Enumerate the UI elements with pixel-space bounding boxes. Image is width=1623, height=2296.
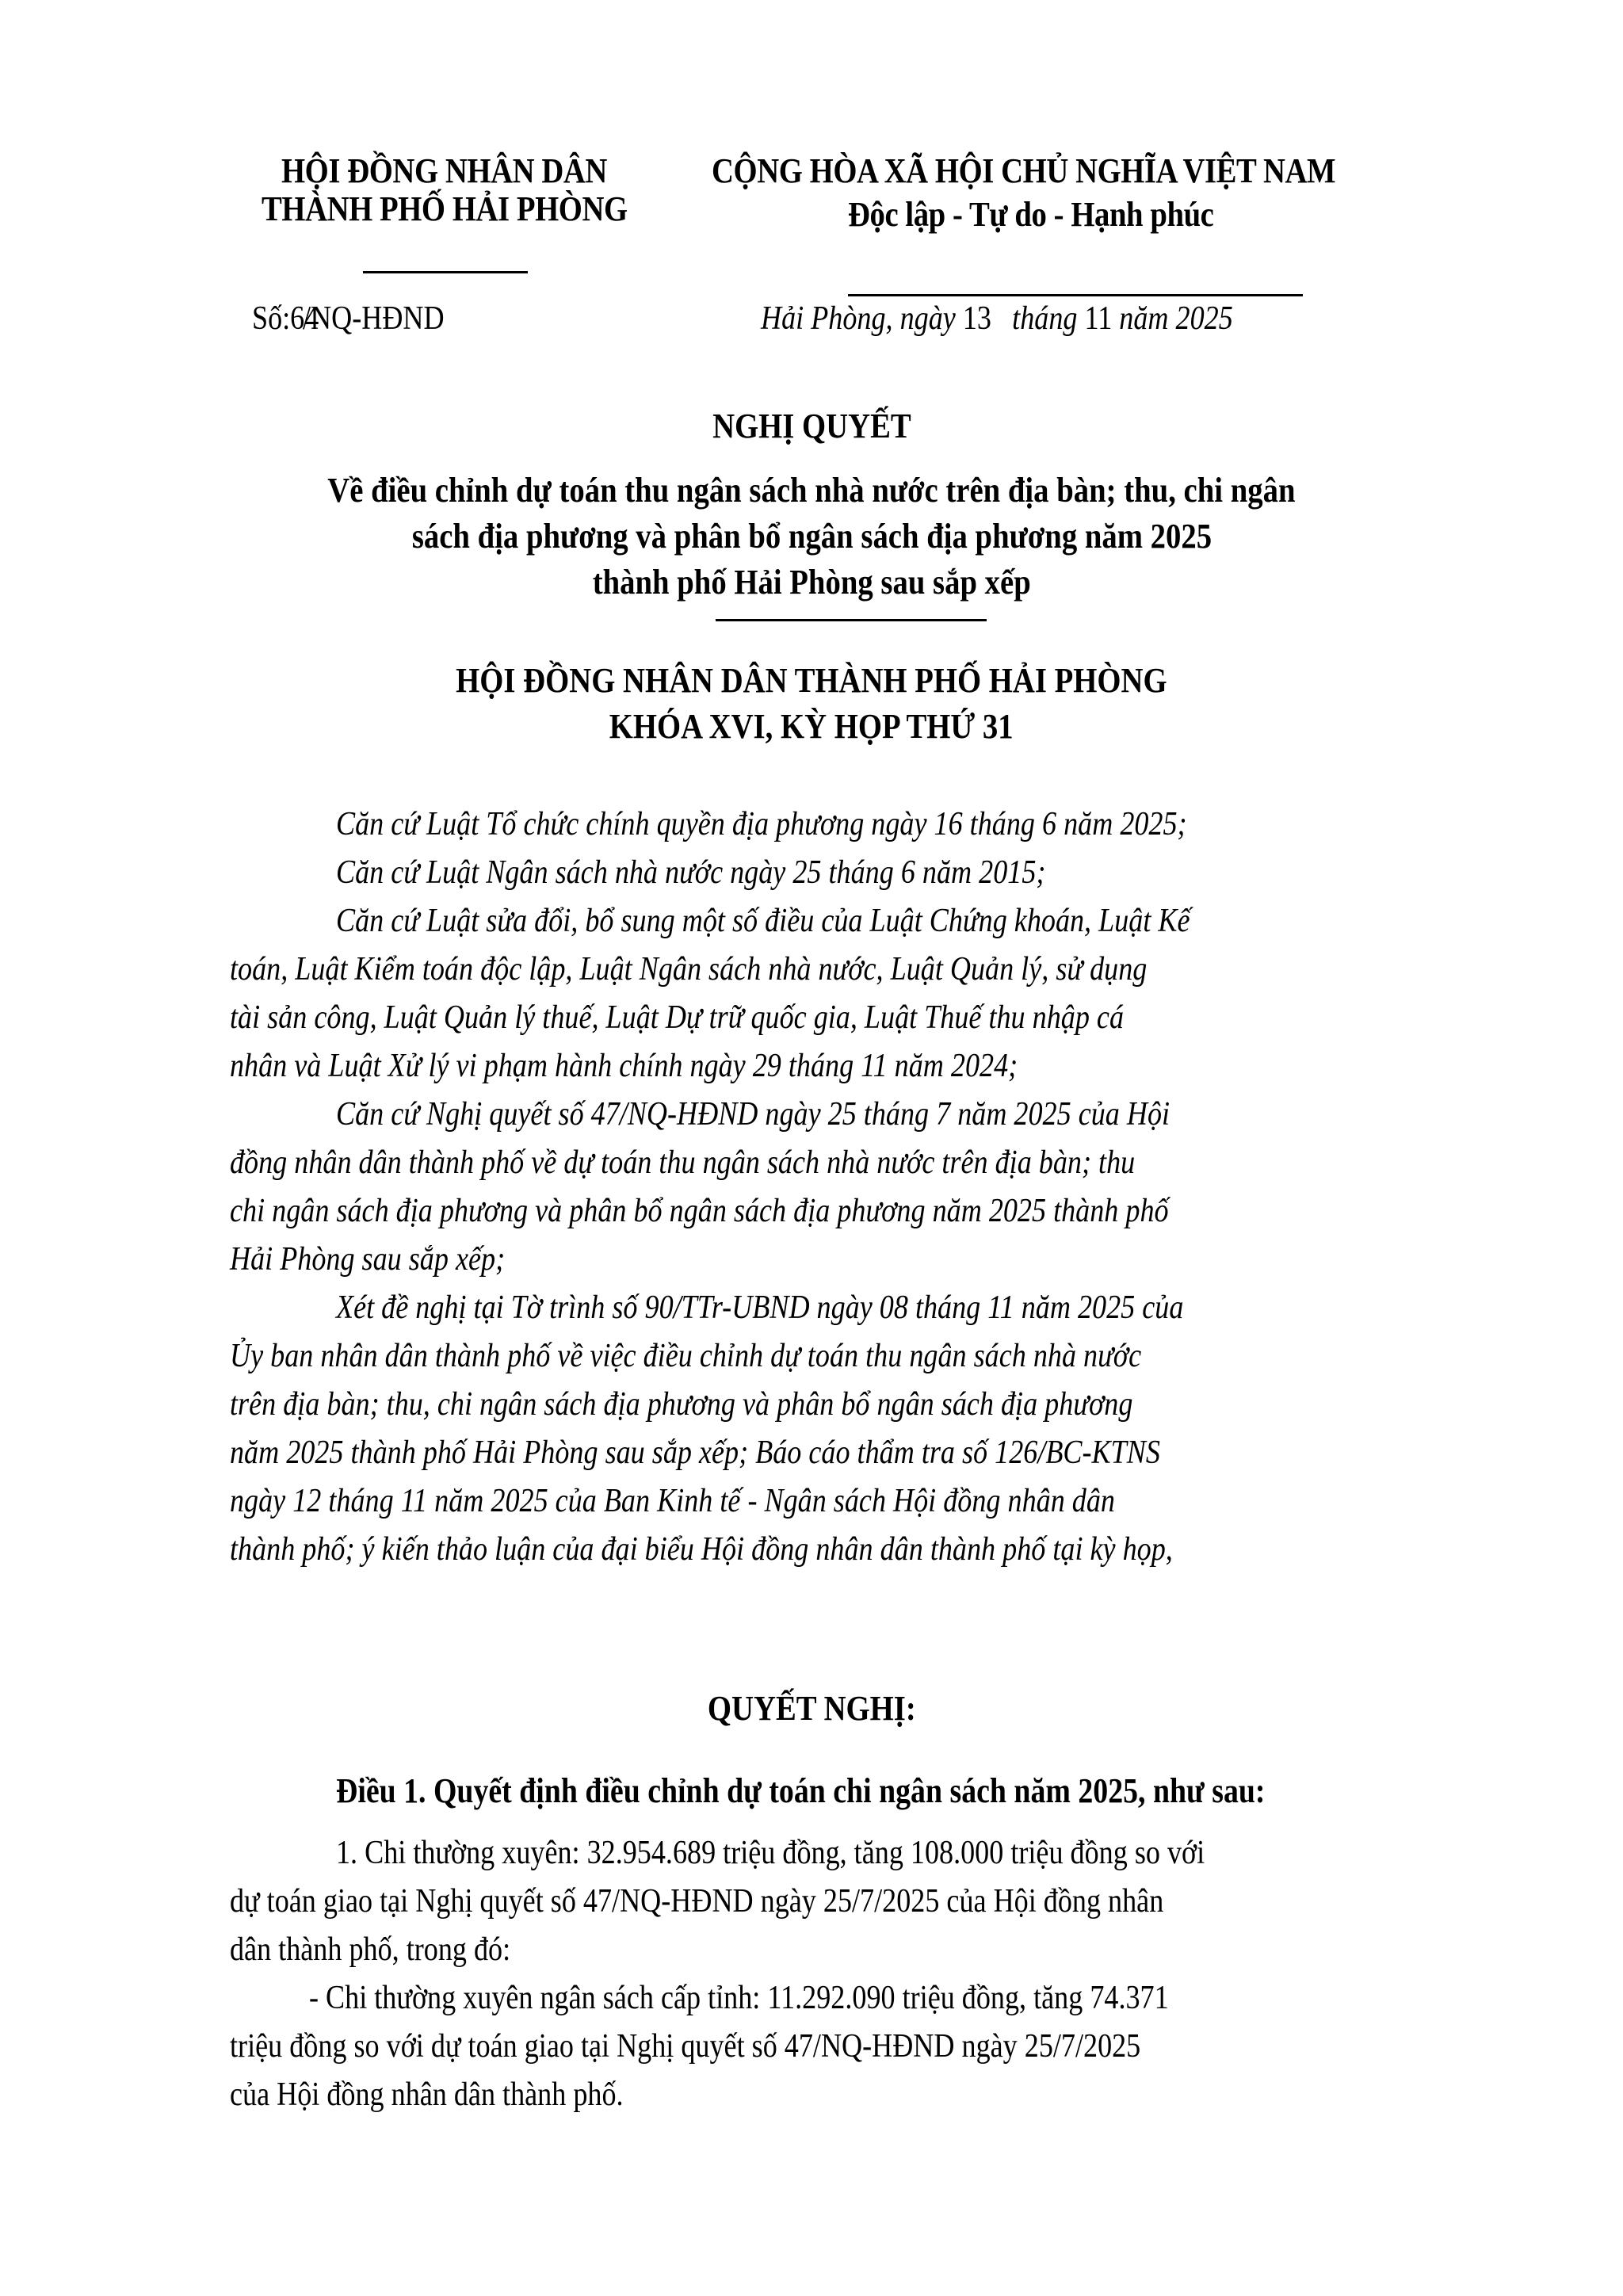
document-subject bbox=[0, 468, 1623, 606]
text-line: thành phố; ý kiến thảo luận của đại biểu Hội đồng nhân dân thành phố tại kỳ họp, bbox=[230, 1531, 1173, 1568]
article-1-body bbox=[230, 1829, 1458, 2119]
motto-underline bbox=[848, 294, 1303, 296]
issuer-block bbox=[0, 658, 1623, 750]
text-line: - Chi thường xuyên ngân sách cấp tỉnh: 11.292.090 triệu đồng, tăng 74.371 bbox=[309, 1980, 1169, 2016]
text-line: Căn cứ Luật Tổ chức chính quyền địa phương ngày 16 tháng 6 năm 2025; bbox=[336, 806, 1187, 842]
subject-line: thành phố Hải Phòng sau sắp xếp bbox=[592, 563, 1031, 602]
issuer-line2: KHÓA XVI, KỲ HỌP THỨ 31 bbox=[609, 707, 1014, 746]
agency-underline bbox=[363, 271, 528, 273]
subject-line: sách địa phương và phân bổ ngân sách địa phương năm 2025 bbox=[411, 517, 1212, 556]
article-item bbox=[230, 1829, 1458, 1974]
text-line: 1. Chi thường xuyên: 32.954.689 triệu đồng, tăng 108.000 triệu đồng so với bbox=[336, 1835, 1205, 1871]
place-date-prefix: Hải Phòng, ngày bbox=[761, 300, 956, 337]
subject-line: Về điều chỉnh dự toán thu ngân sách nhà nước trên địa bàn; thu, chi ngân bbox=[327, 471, 1296, 510]
text-line: Căn cứ Luật Ngân sách nhà nước ngày 25 tháng 6 năm 2015; bbox=[336, 854, 1046, 891]
text-line: dân thành phố, trong đó: bbox=[230, 1931, 511, 1968]
text-line: Xét đề nghị tại Tờ trình số 90/TTr-UBND ngày 08 tháng 11 năm 2025 của bbox=[336, 1289, 1184, 1326]
date-day: 13 bbox=[962, 300, 991, 337]
text-line: toán, Luật Kiểm toán độc lập, Luật Ngân sách nhà nước, Luật Quản lý, sử dụng bbox=[230, 951, 1148, 988]
text-line: triệu đồng so với dự toán giao tại Nghị quyết số 47/NQ-HĐND ngày 25/7/2025 bbox=[230, 2028, 1141, 2065]
preamble bbox=[230, 800, 1458, 1574]
text-line: Hải Phòng sau sắp xếp; bbox=[230, 1241, 506, 1278]
text-line: năm 2025 thành phố Hải Phòng sau sắp xếp; Báo cáo thẩm tra số 126/BC-KTNS bbox=[230, 1435, 1160, 1471]
document-number: Số:64 bbox=[252, 300, 319, 337]
date-month: 11 bbox=[1084, 300, 1113, 337]
text-line: dự toán giao tại Nghị quyết số 47/NQ-HĐND ngày 25/7/2025 của Hội đồng nhân bbox=[230, 1883, 1164, 1920]
nation-name: CỘNG HÒA XÃ HỘI CHỦ NGHĨA VIỆT NAM bbox=[712, 151, 1336, 190]
place-date bbox=[761, 300, 1233, 338]
text-line: tài sản công, Luật Quản lý thuế, Luật Dự trữ quốc gia, Luật Thuế thu nhập cá bbox=[230, 999, 1125, 1036]
text-line: Ủy ban nhân dân thành phố về việc điều chỉnh dự toán thu ngân sách nhà nước bbox=[230, 1338, 1142, 1374]
title-underline bbox=[716, 619, 987, 621]
article-item bbox=[230, 1974, 1458, 2119]
article-1-heading: Điều 1. Quyết định điều chỉnh dự toán chi ngân sách năm 2025, như sau: bbox=[336, 1771, 1266, 1810]
date-year: 2025 bbox=[1175, 300, 1233, 337]
preamble-paragraph bbox=[230, 849, 1458, 897]
issuer-line1: HỘI ĐỒNG NHÂN DÂN THÀNH PHỐ HẢI PHÒNG bbox=[456, 661, 1167, 700]
agency-name-line1: HỘI ĐỒNG NHÂN DÂN bbox=[281, 151, 607, 190]
nation-motto: Độc lập - Tự do - Hạnh phúc bbox=[848, 195, 1214, 234]
preamble-paragraph bbox=[230, 897, 1458, 1091]
text-line: Căn cứ Nghị quyết số 47/NQ-HĐND ngày 25 tháng 7 năm 2025 của Hội bbox=[336, 1096, 1170, 1133]
document-number-suffix: /NQ-HĐND bbox=[303, 300, 445, 337]
text-line: Căn cứ Luật sửa đổi, bổ sung một số điều của Luật Chứng khoán, Luật Kế bbox=[336, 903, 1190, 939]
date-month-label: tháng bbox=[1012, 300, 1078, 337]
preamble-paragraph bbox=[230, 800, 1458, 849]
preamble-paragraph bbox=[230, 1091, 1458, 1284]
resolves-heading: QUYẾT NGHỊ: bbox=[707, 1689, 916, 1728]
document-type: NGHỊ QUYẾT bbox=[712, 407, 911, 445]
agency-name-line2: THÀNH PHỐ HẢI PHÒNG bbox=[262, 189, 628, 228]
text-line: ngày 12 tháng 11 năm 2025 của Ban Kinh tế - Ngân sách Hội đồng nhân dân bbox=[230, 1483, 1115, 1519]
text-line: nhân và Luật Xử lý vi phạm hành chính ngày 29 tháng 11 năm 2024; bbox=[230, 1048, 1018, 1084]
text-line: trên địa bàn; thu, chi ngân sách địa phương và phân bổ ngân sách địa phương bbox=[230, 1386, 1133, 1423]
preamble-paragraph bbox=[230, 1284, 1458, 1574]
text-line: đồng nhân dân thành phố về dự toán thu ngân sách nhà nước trên địa bàn; thu bbox=[230, 1144, 1136, 1181]
text-line: chi ngân sách địa phương và phân bổ ngân sách địa phương năm 2025 thành phố bbox=[230, 1193, 1169, 1229]
text-line: của Hội đồng nhân dân thành phố. bbox=[230, 2076, 624, 2113]
date-year-label: năm bbox=[1119, 300, 1169, 337]
